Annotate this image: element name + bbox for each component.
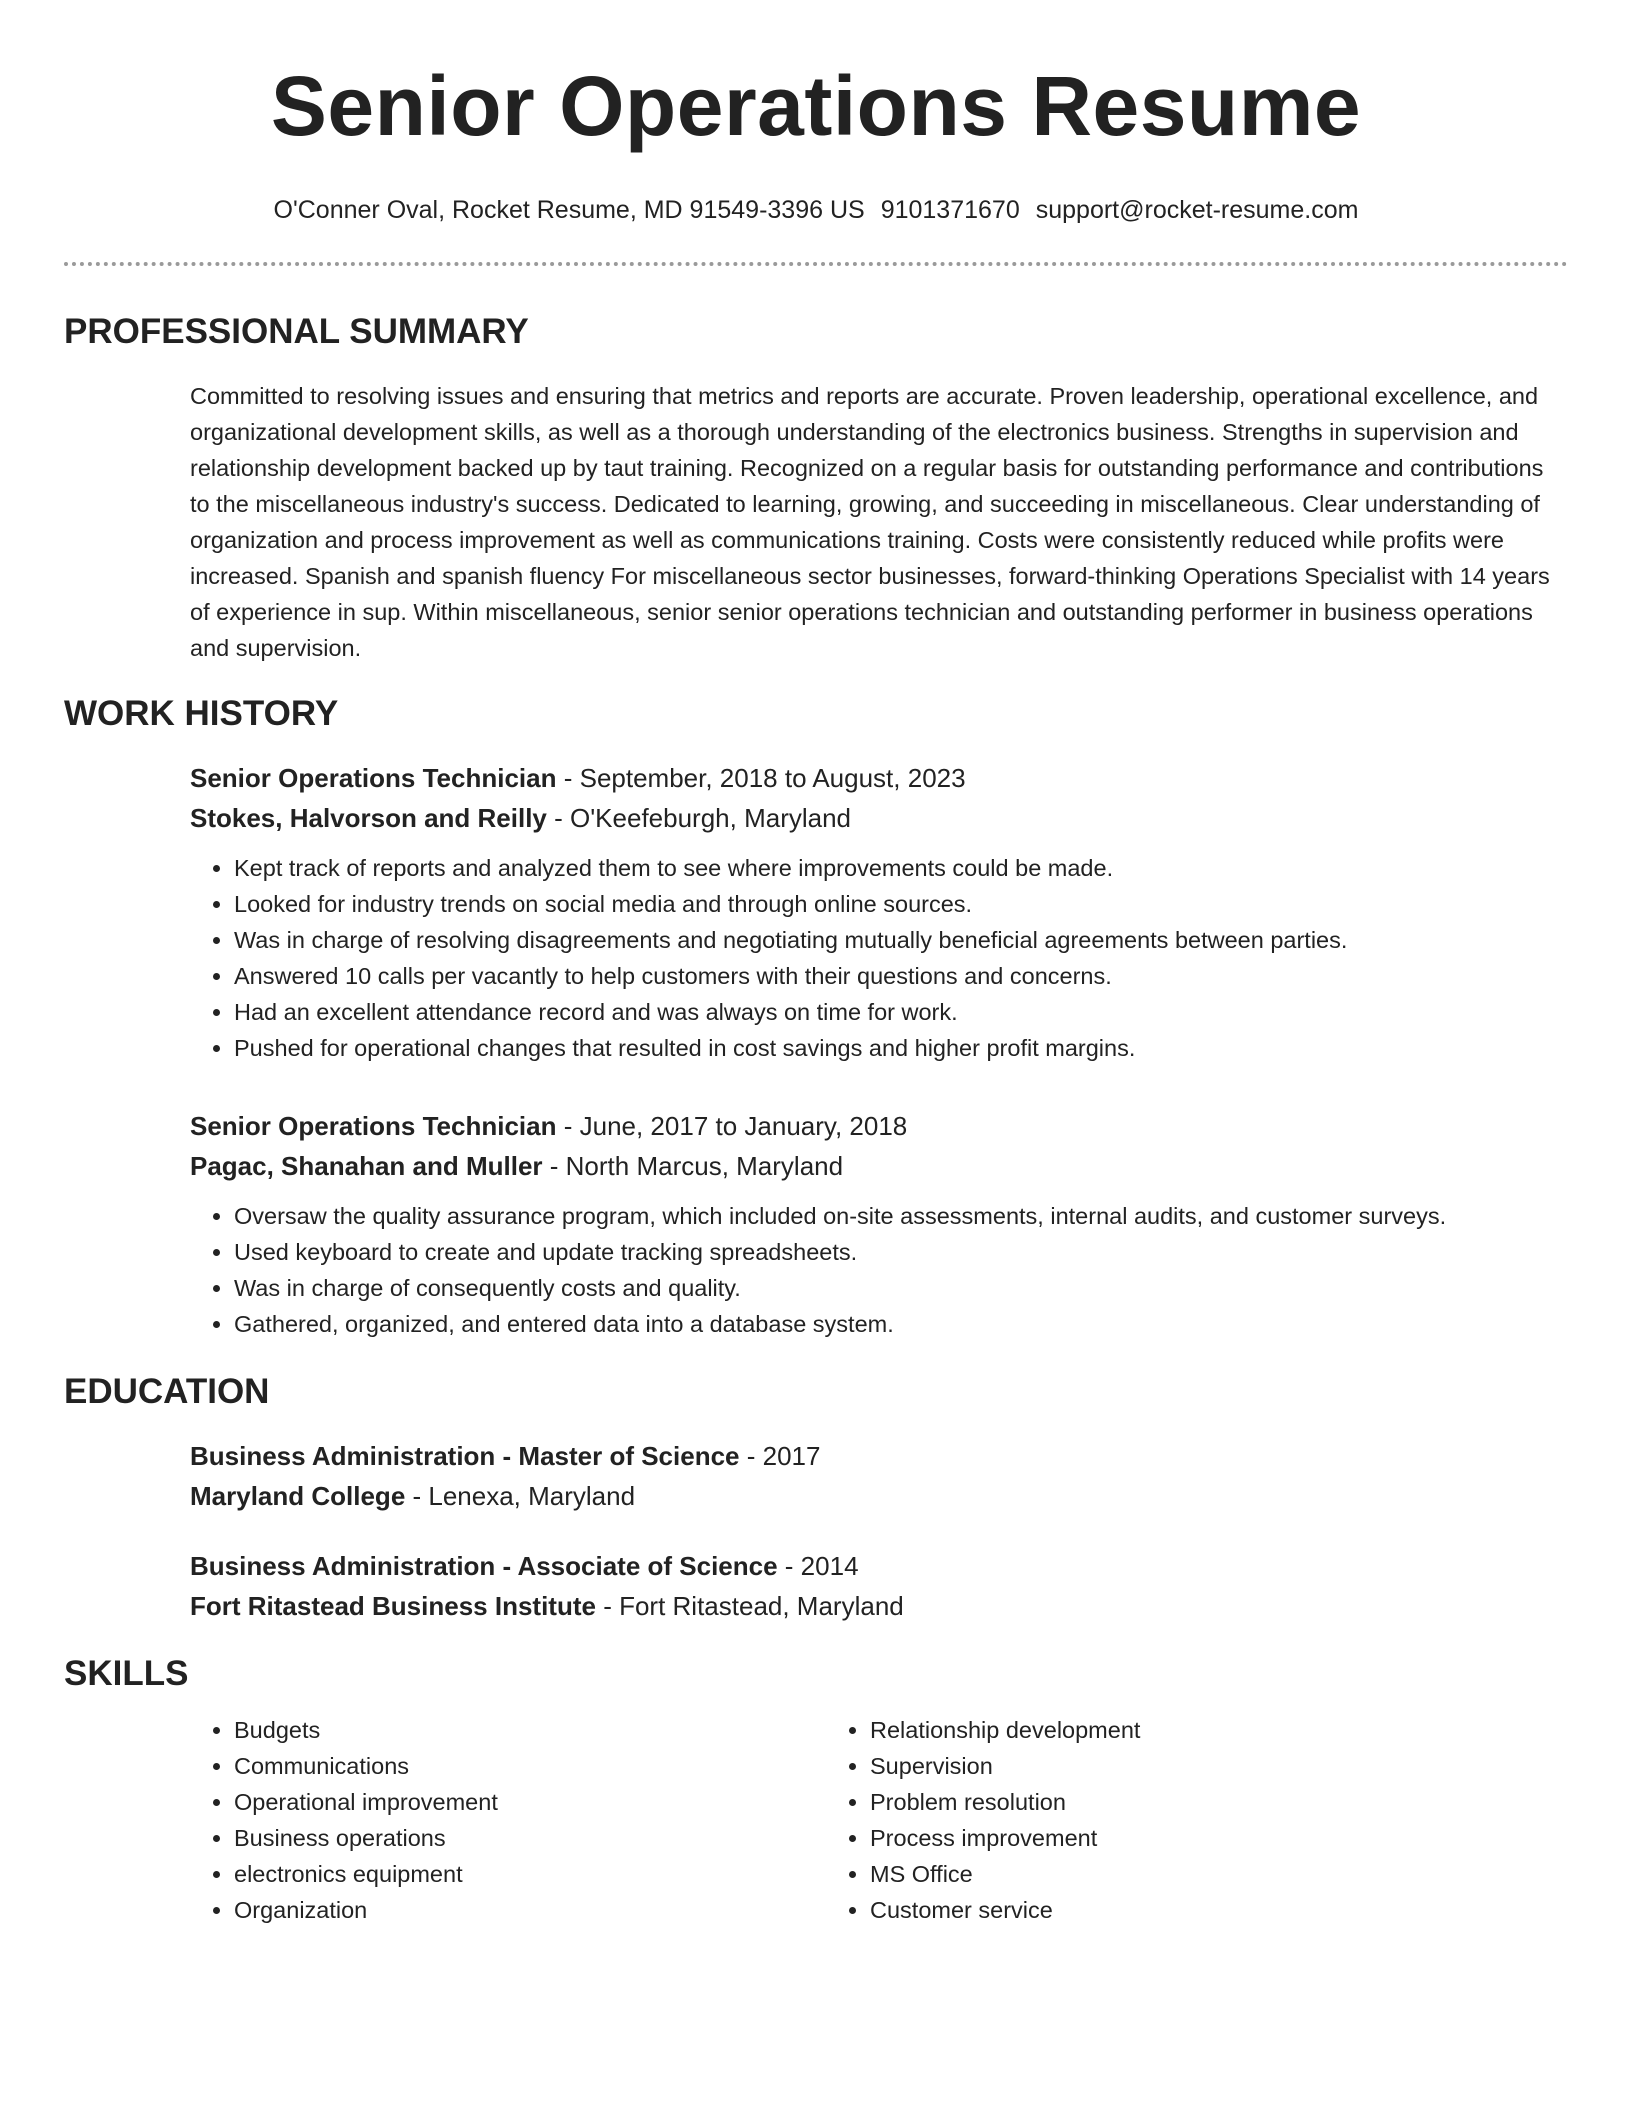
job-company-line bbox=[190, 1146, 1568, 1186]
school-location: - Fort Ritastead, Maryland bbox=[595, 1591, 904, 1621]
job-company-line bbox=[190, 798, 1568, 838]
job-bullet: • Kept track of reports and analyzed them to see where improvements could be made. bbox=[234, 850, 1568, 886]
contact-phone: 9101371670 bbox=[880, 196, 1020, 224]
skills-heading: SKILLS bbox=[64, 1654, 189, 1693]
job-bullet: • Oversaw the quality assurance program, which included on-site assessments, internal audits, and customer surveys. bbox=[234, 1198, 1568, 1234]
job-entry bbox=[190, 758, 1568, 1066]
summary-text: Committed to resolving issues and ensuring that metrics and reports are accurate. Proven leadership, operational excellence, and organizational development skills, as well as a thorough understanding of the electronics business. Strengths in supervision and relationship development backed up by taut training. Recognized on a regular basis for outstanding performance and contributions to the miscellaneous industry's success. Dedicated to learning, growing, and succeeding in miscellaneous. Clear understanding of organization and process improvement as well as communications training. Costs were consistently reduced while profits were increased. Spanish and spanish fluency For miscellaneous sector businesses, forward-thinking Operations Specialist with 14 years of experience in sup. Within miscellaneous, senior senior operations technician and outstanding performer in business operations and supervision. bbox=[190, 383, 1550, 661]
job-bullet: • Looked for industry trends on social media and through online sources. bbox=[234, 886, 1568, 922]
school-name: Maryland College bbox=[190, 1481, 406, 1511]
job-bullet: • Was in charge of resolving disagreements and negotiating mutually beneficial agreements between parties. bbox=[234, 922, 1568, 958]
job-bullet: • Had an excellent attendance record and was always on time for work. bbox=[234, 994, 1568, 1030]
job-bullet: • Used keyboard to create and update tracking spreadsheets. bbox=[234, 1234, 1568, 1270]
skills-column-right bbox=[826, 1712, 1462, 1928]
skill-item: • MS Office bbox=[870, 1856, 1462, 1892]
job-bullet: • Pushed for operational changes that resulted in cost savings and higher profit margins. bbox=[234, 1030, 1568, 1066]
degree: Business Administration - Associate of Science bbox=[190, 1551, 778, 1581]
job-location: - O'Keefeburgh, Maryland bbox=[546, 803, 852, 833]
job-company: Pagac, Shanahan and Muller bbox=[190, 1151, 543, 1181]
skill-item: • Operational improvement bbox=[234, 1784, 826, 1820]
job-bullets bbox=[190, 850, 1568, 1066]
job-bullet: • Was in charge of consequently costs and quality. bbox=[234, 1270, 1568, 1306]
degree-line bbox=[190, 1546, 1568, 1586]
job-location: - North Marcus, Maryland bbox=[542, 1151, 844, 1181]
summary-heading: PROFESSIONAL SUMMARY bbox=[64, 312, 529, 351]
skills-list bbox=[190, 1712, 1568, 1928]
school-line bbox=[190, 1476, 1568, 1516]
job-bullet: • Gathered, organized, and entered data into a database system. bbox=[234, 1306, 1568, 1342]
school-name: Fort Ritastead Business Institute bbox=[190, 1591, 596, 1621]
school-line bbox=[190, 1586, 1568, 1626]
skill-item: • Business operations bbox=[234, 1820, 826, 1856]
degree: Business Administration - Master of Science bbox=[190, 1441, 740, 1471]
resume-title: Senior Operations Resume bbox=[270, 59, 1362, 153]
skill-item: • electronics equipment bbox=[234, 1856, 826, 1892]
skills-column-left bbox=[190, 1712, 826, 1928]
job-dates: - June, 2017 to January, 2018 bbox=[556, 1111, 908, 1141]
graduation-year: - 2017 bbox=[739, 1441, 821, 1471]
skill-item: • Process improvement bbox=[870, 1820, 1462, 1856]
education-entry bbox=[190, 1436, 1568, 1516]
job-bullets bbox=[190, 1198, 1568, 1342]
job-title-line bbox=[190, 758, 1568, 798]
skill-item: • Customer service bbox=[870, 1892, 1462, 1928]
contact-line bbox=[64, 194, 1568, 226]
education-heading: EDUCATION bbox=[64, 1372, 270, 1411]
skill-item: • Budgets bbox=[234, 1712, 826, 1748]
contact-address: O'Conner Oval, Rocket Resume, MD 91549-3396 US bbox=[273, 196, 865, 224]
job-entry bbox=[190, 1106, 1568, 1342]
job-title: Senior Operations Technician bbox=[190, 1111, 557, 1141]
skill-item: • Communications bbox=[234, 1748, 826, 1784]
skill-item: • Problem resolution bbox=[870, 1784, 1462, 1820]
header-divider bbox=[64, 262, 1568, 266]
education-entry bbox=[190, 1546, 1568, 1626]
school-location: - Lenexa, Maryland bbox=[405, 1481, 636, 1511]
skill-item: • Supervision bbox=[870, 1748, 1462, 1784]
contact-email: support@rocket-resume.com bbox=[1035, 196, 1359, 224]
job-bullet: • Answered 10 calls per vacantly to help customers with their questions and concerns. bbox=[234, 958, 1568, 994]
job-company: Stokes, Halvorson and Reilly bbox=[190, 803, 547, 833]
degree-line bbox=[190, 1436, 1568, 1476]
job-dates: - September, 2018 to August, 2023 bbox=[556, 763, 966, 793]
work-history-heading: WORK HISTORY bbox=[64, 694, 339, 733]
graduation-year: - 2014 bbox=[777, 1551, 859, 1581]
job-title-line bbox=[190, 1106, 1568, 1146]
skill-item: • Relationship development bbox=[870, 1712, 1462, 1748]
skill-item: • Organization bbox=[234, 1892, 826, 1928]
job-title: Senior Operations Technician bbox=[190, 763, 557, 793]
